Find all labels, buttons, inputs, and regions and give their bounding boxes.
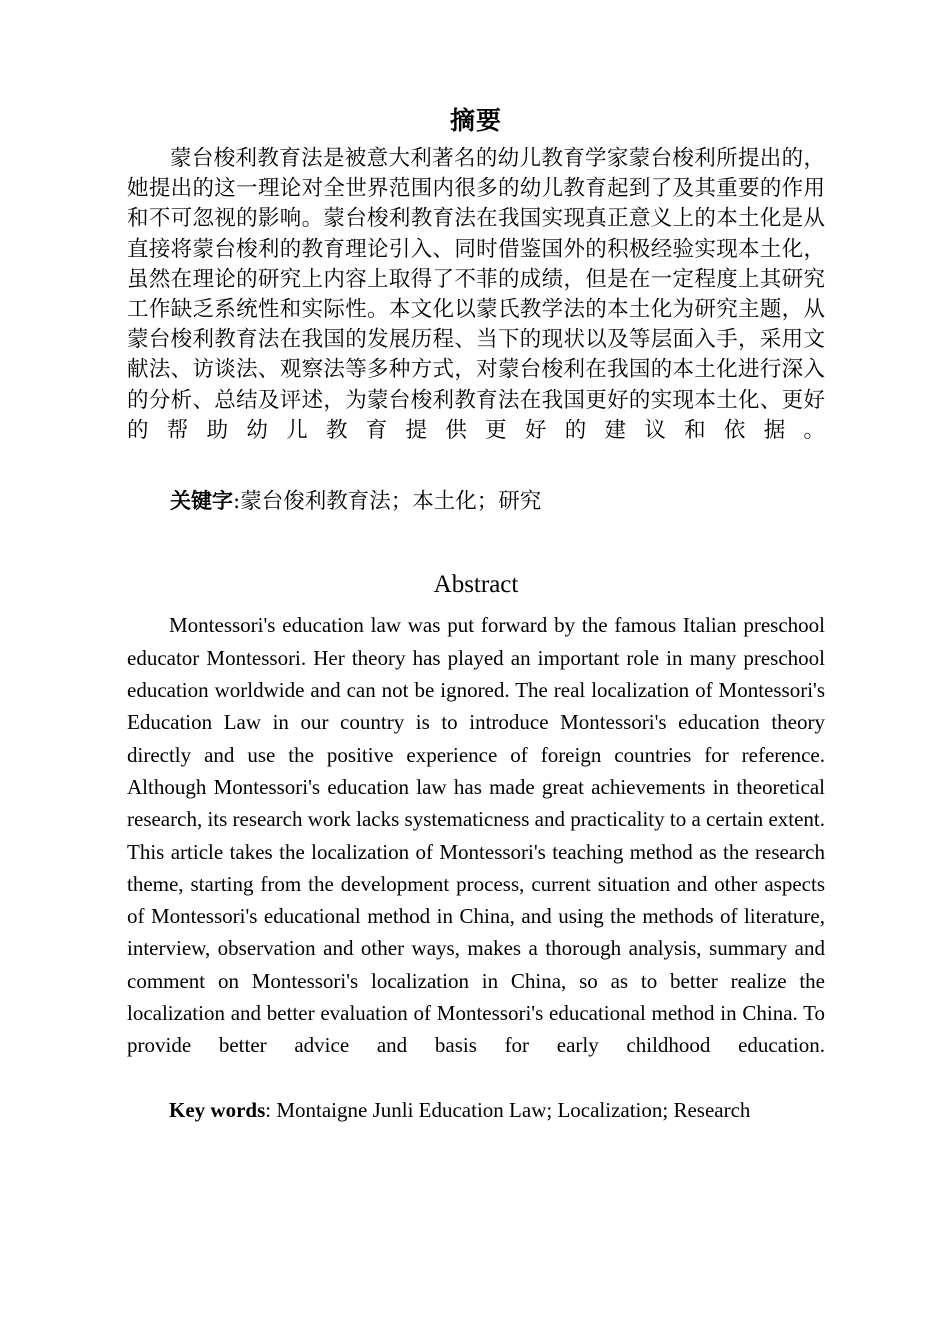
chinese-abstract-section (127, 104, 825, 517)
english-abstract-section (127, 569, 825, 1126)
chinese-abstract-heading: 摘要 (449, 106, 502, 135)
page-content (127, 104, 825, 1126)
english-abstract-heading: Abstract (433, 571, 519, 599)
chinese-keywords-line (127, 486, 825, 517)
chinese-keywords-label: 关键字 (170, 489, 233, 514)
english-abstract-body: Montessori's education law was put forward by the famous Italian preschool educator Montessori. Her theory has played an important role in many preschool education worldwide and can not be ignored. The real localization of Montessori's Education Law in our country is to introduce Montessori's education theory directly and use the positive experience of foreign countries for reference. Although Montessori's education law has made great achievements in theoretical research, its research work lacks systematicness and practicality to a certain extent. This article takes the localization of Montessori's teaching method as the research theme, starting from the development process, current situation and other aspects of Montessori's educational method in China, and using the methods of literature, interview, observation and other ways, makes a thorough analysis, summary and comment on Montessori's localization in China, so as to better realize the localization and better evaluation of Montessori's educational method in China. To provide better advice and basis for early childhood education. (127, 613, 825, 1058)
chinese-keywords-value: :蒙台俊利教育法；本土化；研究 (233, 489, 542, 515)
english-keywords-line (127, 1094, 825, 1126)
english-keywords-label: Key words (169, 1097, 266, 1122)
chinese-abstract-body: 蒙台梭利教育法是被意大利著名的幼儿教育学家蒙台梭利所提出的，她提出的这一理论对全世界范围内很多的幼儿教育起到了及其重要的作用和不可忽视的影响。蒙台梭利教育法在我国实现真正意义上的本土化是从直接将蒙台梭利的教育理论引入、同时借鉴国外的积极经验实现本土化，虽然在理论的研究上内容上取得了不菲的成绩，但是在一定程度上其研究工作缺乏系统性和实际性。本文化以蒙氏教学法的本土化为研究主题，从蒙台梭利教育法在我国的发展历程、当下的现状以及等层面入手，采用文献法、访谈法、观察法等多种方式，对蒙台梭利在我国的本土化进行深入的分析、总结及评述，为蒙台梭利教育法在我国更好的实现本土化、更好的帮助幼儿教育提供更好的建议和依据。 (127, 146, 825, 443)
english-keywords-value: : Montaigne Junli Education Law; Localization; Research (265, 1097, 751, 1122)
